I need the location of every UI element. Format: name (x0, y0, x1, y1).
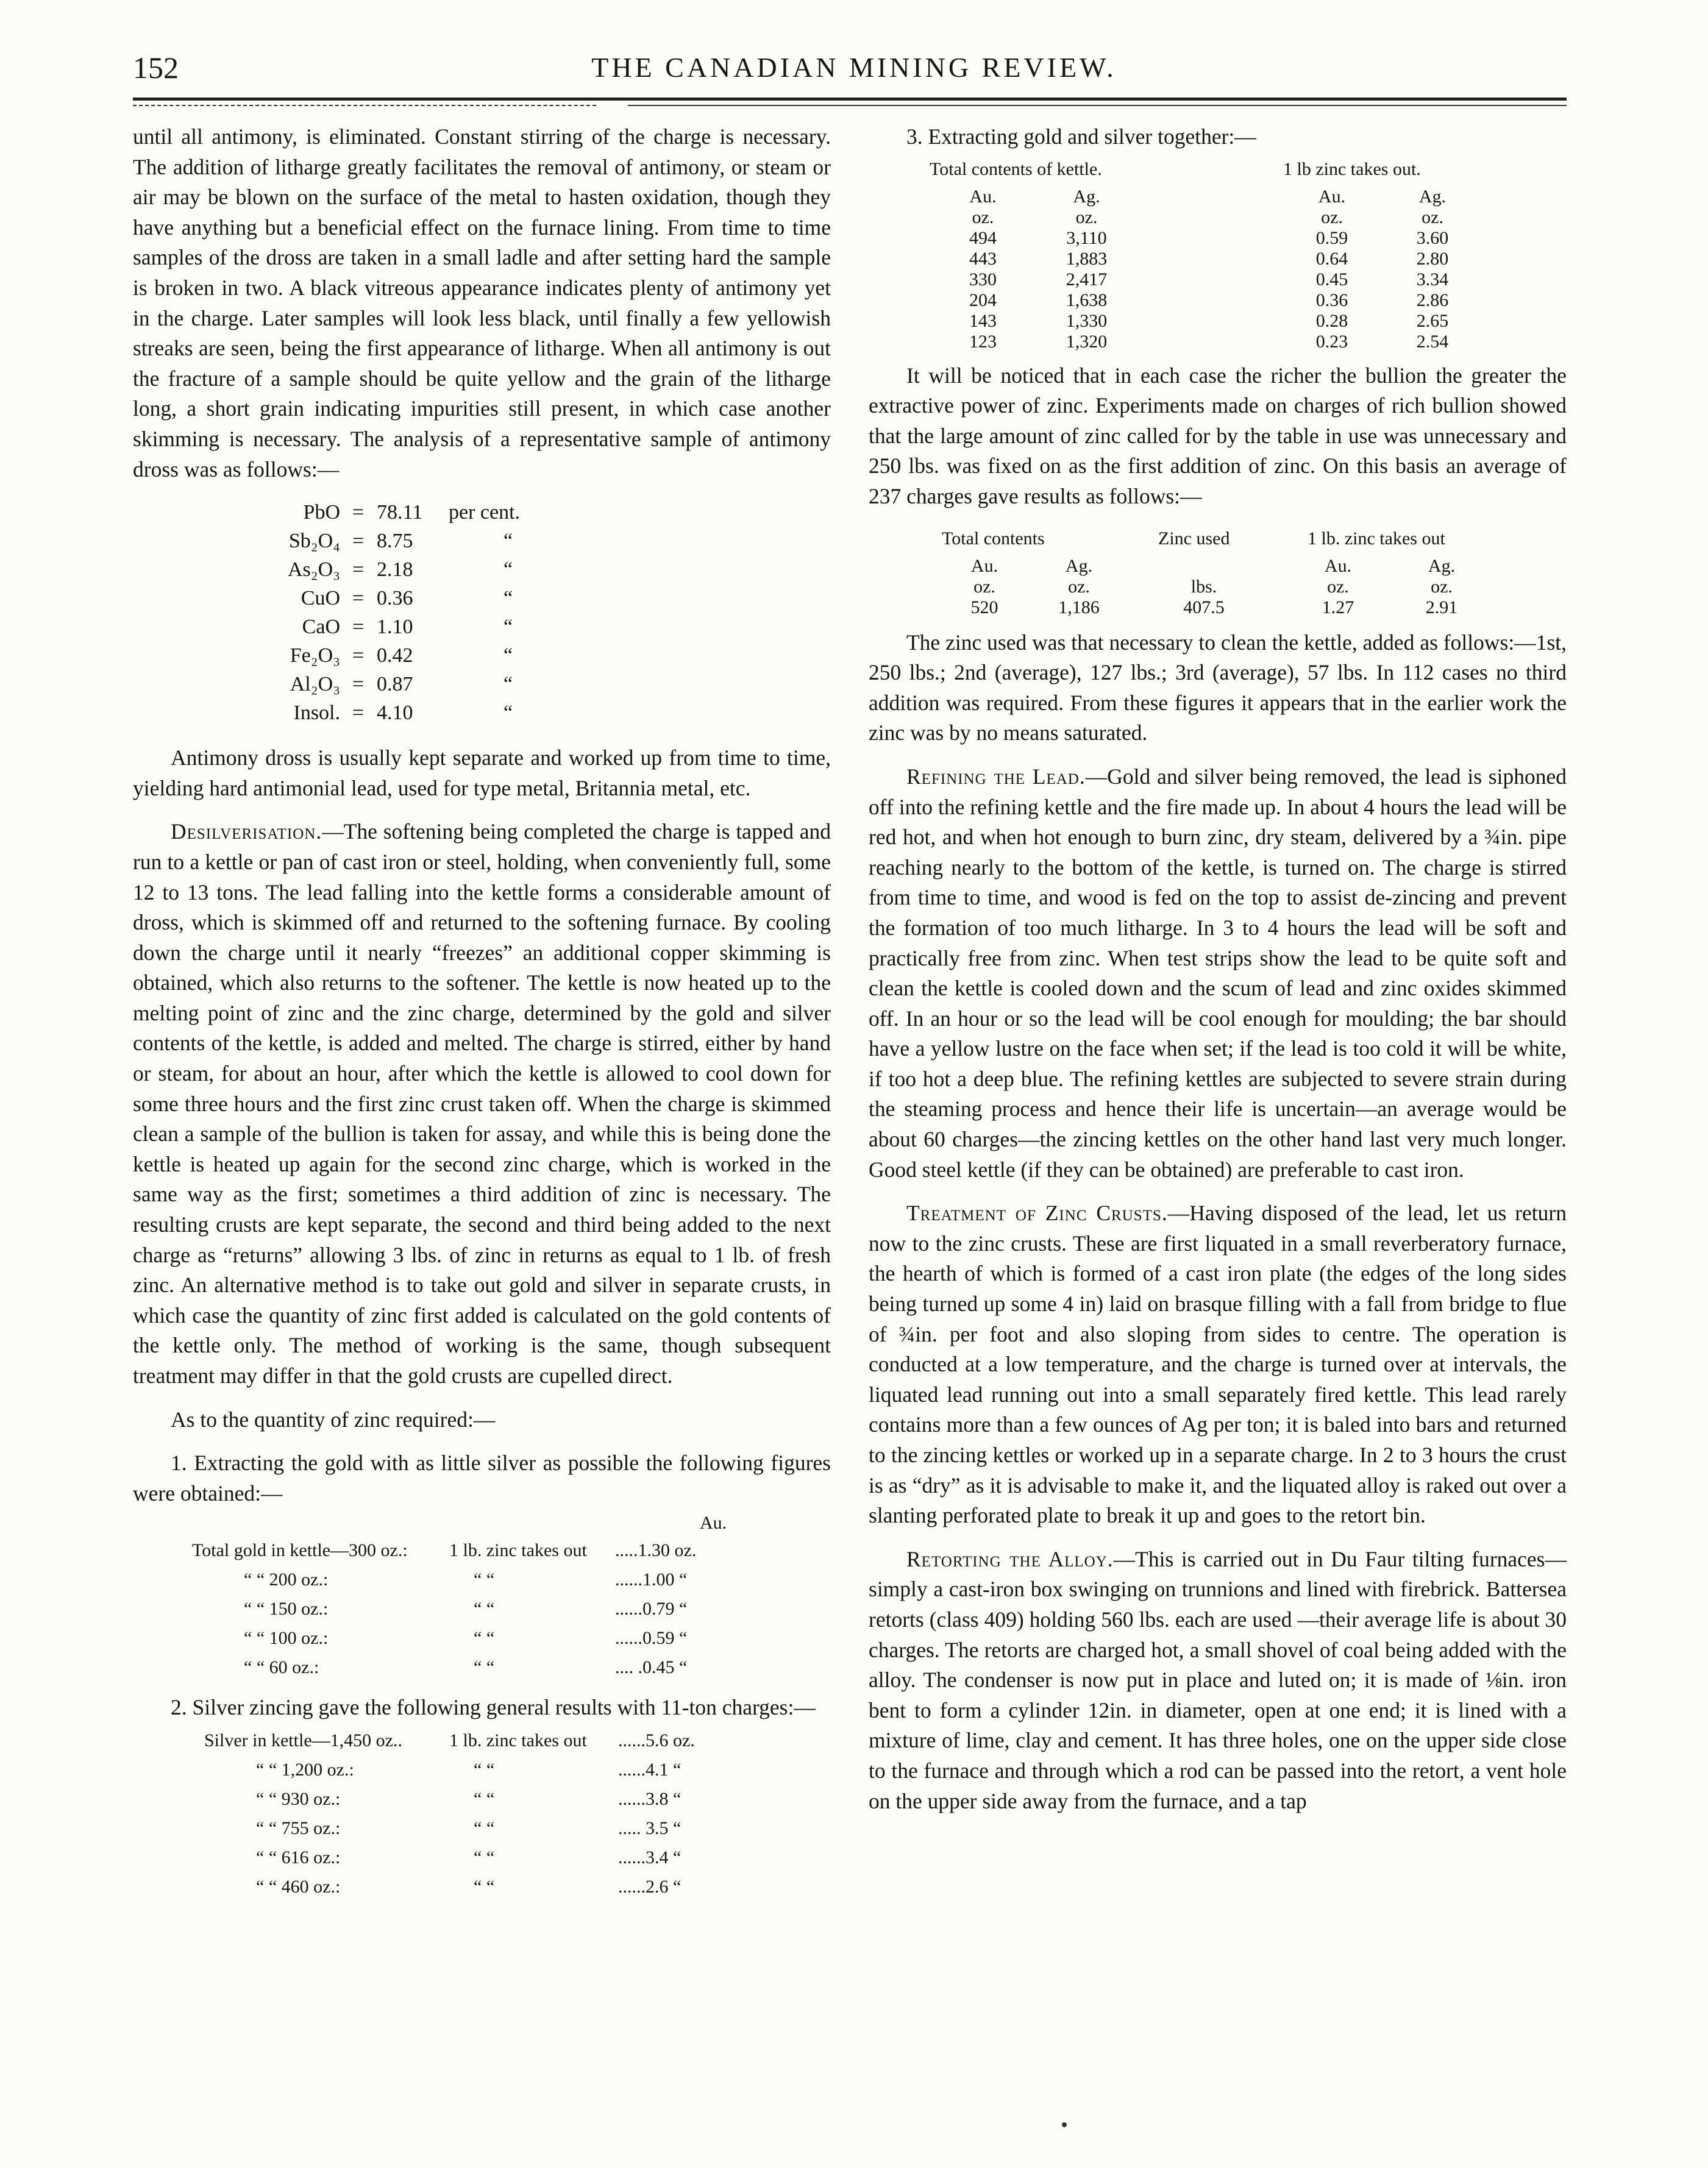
table-row (204, 1756, 695, 1784)
formula: As₂O₃ (287, 558, 340, 581)
right-column (869, 122, 1567, 1830)
paragraph-text: —This is carried out in Du Faur tilting furnaces—simply a cast-iron box swinging on trunnions and lined with firebrick. Battersea retorts (class 409) holding 560 lbs. each are used —their average life is about 30 charges. The retorts are charged hot, a small shovel of coal being added with the alloy. The condenser is now put in place and luted on; it is made of ⅛in. iron bent to form a cylinder 12in. in diameter, open at one end; it is lined with a mixture of lime, clay and cement. It has three holes, one on the upper side close to the furnace and through which a rod can be passed into the retort, a vent hole on the upper side away from the furnace, and a tap (869, 1546, 1567, 1813)
table-cell: 2.65 (1416, 310, 1449, 331)
formula: Sb₂O₄ (288, 530, 340, 553)
table-header (869, 525, 1567, 552)
table-cell: 1.27 (1322, 597, 1354, 617)
gold-table (133, 1511, 831, 1683)
column-header: Au. (969, 186, 997, 207)
table-cell: “ “ 200 oz.: (244, 1569, 329, 1590)
value: 8.75 (377, 530, 413, 553)
table-cell: 3,110 (1066, 227, 1107, 248)
paragraph-text: —The softening being completed the charge is tapped and run to a kettle or pan of cast iron or steel, holding, when conveniently full, some 12 to 13 tons. The lead falling into the kettle forms a considerable amount of dross, which is skimmed off and returned to the softening furnace. By cooling down the charge until it nearly “freezes” an additional copper skimming is obtained, which also returns to the softener. The kettle is now heated up to the melting point of zinc and the zinc charge, determined by the gold and silver contents of the kettle, is added and melted. The charge is stirred, either by hand or steam, for about an hour, after which the kettle is allowed to cool down for some three hours and the first zinc crust taken off. When the charge is skimmed clean a sample of the bullion is taken for assay, and while this is being done the kettle is heated up again for the second zinc charge, which is worked in the same way as the first; sometimes a third addition of zinc is necessary. The resulting crusts are kept separate, the second and third being added to the next charge as “returns” allowing 3 lbs. of zinc in returns as equal to 1 lb. of fresh zinc. An alternative method is to take out gold and silver in separate crusts, in which case the quantity of zinc first added is calculated on the gold contents of the kettle only. The method of working is the same, though subsequent treatment may differ in that the gold crusts are cupelled direct. (133, 819, 831, 1388)
table-cell: 443 (969, 248, 997, 269)
table-row (204, 1873, 695, 1901)
table-cell: “ “ (474, 1657, 495, 1678)
table-row (192, 1595, 696, 1623)
table-cell: “ “ (474, 1818, 495, 1838)
table-cell: “ “ 930 oz.: (256, 1788, 341, 1809)
table-row (933, 228, 1487, 249)
section-heading: Desilverisation. (171, 819, 322, 844)
table-gold-silver-together (869, 156, 1567, 352)
analysis-row (133, 498, 831, 527)
column-header: Au. (970, 555, 998, 576)
paragraph: The zinc used was that necessary to clean the kettle, added as follows:—1st, 250 lbs.; 2nd (average), 127 lbs.; 3rd (average), 57 lbs. In 112 cases no third addition was required. From these figures it appears that in the earlier work the zinc was by no means saturated. (869, 630, 1567, 745)
column-group-header: Total contents (942, 528, 1045, 549)
table-cell: ......0.79 “ (615, 1599, 688, 1619)
silver-table (133, 1726, 831, 1902)
column-header: Ag. (1065, 555, 1093, 576)
table-cell: ......0.59 “ (615, 1628, 688, 1649)
formula: Al₂O₃ (290, 673, 340, 696)
unit: “ (504, 616, 513, 639)
table-cell: ......1.00 “ (615, 1569, 688, 1590)
header-rule (133, 98, 1567, 101)
column-header: Ag. (1073, 186, 1100, 207)
formula: Insol. (293, 702, 340, 725)
table-cell: .... .0.45 “ (615, 1657, 688, 1678)
table-row (192, 1566, 696, 1594)
table-row (204, 1727, 695, 1755)
journal-title: THE CANADIAN MINING REVIEW. (591, 52, 1117, 83)
equals-sign: = (352, 530, 365, 553)
gold-rows (191, 1535, 697, 1683)
table-cell: 1,638 (1066, 290, 1108, 310)
paragraph: 1. Extracting the gold with as little silver as possible the following figures were obtained:— (133, 1451, 831, 1505)
gold-table-head: Au. (700, 1513, 727, 1534)
column-header: Ag. (1428, 555, 1456, 576)
column-group-header: 1 lb zinc takes out. (1283, 158, 1421, 179)
equals-sign: = (352, 501, 365, 524)
table-cell: ..... 3.5 “ (618, 1818, 681, 1838)
table-cell: 520 (970, 597, 998, 617)
table-cell: “ “ 100 oz.: (244, 1628, 329, 1649)
value: 2.18 (377, 558, 413, 581)
table-cell: “ “ (474, 1599, 495, 1619)
table-cell: 2.91 (1425, 597, 1458, 617)
unit: “ (504, 530, 513, 553)
table-body (939, 556, 1487, 618)
table-row (192, 1654, 696, 1682)
paragraph: As to the quantity of zinc required:— (171, 1407, 496, 1432)
analysis-row (133, 698, 831, 727)
table-cell: 494 (969, 227, 997, 248)
paragraph: until all antimony, is eliminated. Constant stirring of the charge is necessary. The addition of litharge greatly facilitates the removal of antimony, or steam or air may be blown on the surface of the metal to hasten oxidation, though they have anything but a beneficial effect on the furnace lining. From time to time samples of the dross are taken in a small ladle and after setting hard the sample is broken in two. A black vitreous appearance indicates plenty of antimony yet in the charge. Later samples will look less black, until finally a few yellowish streaks are seen, being the first appearance of litharge. When all antimony is out the fracture of a sample should be quite yellow and the grain of the litharge long, a short grain indicating impurities still present, in which case another skimming is necessary. The analysis of a representative sample of antimony dross was as follows:— (133, 124, 831, 482)
table-row (933, 249, 1487, 269)
table-cell: 2.54 (1416, 331, 1449, 352)
section-heading: Refining the Lead. (906, 764, 1086, 789)
table-cell: ......5.6 oz. (618, 1730, 695, 1750)
analysis-row (133, 613, 831, 641)
paragraph (869, 762, 1567, 1185)
table-cell: 143 (969, 310, 997, 331)
table-cell: 3.34 (1416, 269, 1449, 290)
analysis-row (133, 555, 831, 584)
column-header: Au. (1324, 555, 1352, 576)
page-dot (1062, 2122, 1067, 2127)
table-cell: 204 (969, 290, 997, 310)
unit: “ (504, 587, 513, 610)
table-cell: “ “ 150 oz.: (244, 1599, 329, 1619)
value: 1.10 (377, 616, 413, 639)
unit-cell: oz. (1431, 576, 1453, 597)
table-cell: 2,417 (1066, 269, 1108, 290)
paragraph-text: —Gold and silver being removed, the lead is siphoned off into the refining kettle and the fire made up. In about 4 hours the lead will be red hot, and when hot enough to burn zinc, dry steam, delivered by a ¾in. pipe reaching nearly to the bottom of the kettle, is turned on. The charge is stirred from time to time, and wood is fed on the top to assist de-zincing and prevent the formation of too much litharge. In 3 to 4 hours the lead will be soft and practically free from zinc. When test strips show the lead to be quite soft and clean the kettle is cooled down and the scum of lead and zinc oxides skimmed off. In an hour or so the lead will be cool enough for moulding; the bar should have a yellow lustre on the face when set; if the lead is too cold it will be white, if too hot a deep blue. The refining kettles are subjected to severe strain during the steaming process and hence their life is uncertain—an average would be about 60 charges—the zincing kettles on the other hand last very much longer. Good steel kettle (if they can be obtained) are preferable to cast iron. (869, 764, 1567, 1182)
table-cell: ......4.1 “ (618, 1759, 681, 1780)
table-cell: Total gold in kettle—300 oz.: (192, 1540, 408, 1561)
section-heading: Treatment of Zinc Crusts. (906, 1201, 1168, 1226)
table-cell: 0.45 (1315, 269, 1348, 290)
value: 0.87 (377, 673, 413, 696)
table-cell: “ “ 60 oz.: (244, 1657, 319, 1678)
table-cell: 2.86 (1416, 290, 1449, 310)
table-row (939, 597, 1487, 618)
column-header (1128, 556, 1280, 577)
table-cell: 2.80 (1416, 248, 1449, 269)
table-cell: “ “ (474, 1759, 495, 1780)
formula: CaO (302, 616, 340, 639)
value: 0.36 (377, 587, 413, 610)
equals-sign: = (352, 673, 365, 696)
table-row (204, 1814, 695, 1843)
table-cell: 0.59 (1315, 227, 1348, 248)
table-cell: 1 lb. zinc takes out (449, 1540, 587, 1561)
unit: per cent. (449, 501, 521, 524)
unit-cell: oz. (972, 207, 994, 227)
unit: “ (504, 644, 513, 667)
analysis-row (133, 584, 831, 613)
table-cell: 0.36 (1315, 290, 1348, 310)
unit-cell: oz. (1327, 576, 1349, 597)
column-header: Au. (1318, 186, 1346, 207)
table-cell: “ “ 1,200 oz.: (256, 1759, 354, 1780)
table-cell: ......3.4 “ (618, 1847, 681, 1868)
analysis-row (133, 670, 831, 698)
unit-cell: lbs. (1190, 576, 1217, 597)
unit-cell: oz. (1422, 207, 1443, 227)
table-cell: “ “ 460 oz.: (256, 1876, 341, 1897)
header-rule-thin (628, 105, 1567, 106)
table-cell: ......2.6 “ (618, 1876, 681, 1897)
column-group-header: Total contents of kettle. (930, 158, 1102, 179)
table-cell: ......3.8 “ (618, 1788, 681, 1809)
header-rule-thin-left (133, 105, 596, 106)
equals-sign: = (352, 587, 365, 610)
column-header: Ag. (1418, 186, 1446, 207)
table-row (192, 1537, 696, 1565)
table-header (869, 156, 1567, 183)
paragraph: 2. Silver zincing gave the following general results with 11-ton charges:— (171, 1695, 816, 1720)
table-cell: 407.5 (1183, 597, 1225, 617)
table-cell: “ “ 616 oz.: (256, 1847, 341, 1868)
table-row (933, 311, 1487, 332)
table-cell: 0.23 (1315, 331, 1348, 352)
table-cell: “ “ (474, 1628, 495, 1649)
value: 4.10 (377, 702, 413, 725)
unit: “ (504, 558, 513, 581)
silver-rows (203, 1726, 696, 1902)
table-cell: “ “ (474, 1847, 495, 1868)
unit: “ (504, 702, 513, 725)
column-group-header: Zinc used (1158, 528, 1230, 549)
column-group-header: 1 lb. zinc takes out (1308, 528, 1445, 549)
table-row (933, 290, 1487, 311)
equals-sign: = (352, 702, 365, 725)
formula: CuO (301, 587, 340, 610)
table-cell: .....1.30 oz. (615, 1540, 697, 1561)
table-cell: “ “ (474, 1569, 495, 1590)
table-row (939, 556, 1487, 577)
paragraph: Antimony dross is usually kept separate and worked up from time to time, yielding hard antimonial lead, used for type metal, Britannia metal, etc. (133, 745, 831, 800)
formula: Fe₂O₃ (290, 644, 340, 667)
unit-cell: oz. (1075, 207, 1098, 227)
table-cell: “ “ 755 oz.: (256, 1818, 341, 1838)
table-row (939, 577, 1487, 597)
table-row (933, 269, 1487, 290)
table-cell: 1,320 (1066, 331, 1108, 352)
table-cell: 0.28 (1315, 310, 1348, 331)
equals-sign: = (352, 644, 365, 667)
table-cell: Silver in kettle—1,450 oz.. (204, 1730, 402, 1750)
table-cell: 1,883 (1066, 248, 1108, 269)
table-average-results (869, 525, 1567, 618)
table-cell: 0.64 (1315, 248, 1348, 269)
page-header (0, 43, 1708, 98)
paragraph (869, 1198, 1567, 1531)
paragraph (869, 1544, 1567, 1816)
unit-cell: oz. (973, 576, 995, 597)
unit-cell: oz. (1068, 576, 1090, 597)
table-row (933, 332, 1487, 352)
paragraph (133, 817, 831, 1391)
analysis-row (133, 527, 831, 555)
table-body (933, 187, 1487, 352)
table-row (192, 1624, 696, 1652)
unit-cell: oz. (1321, 207, 1343, 227)
paragraph: It will be noticed that in each case the richer the bullion the greater the extractive power of zinc. Experiments made on charges of rich bullion showed that the large amount of zinc called for by the table in use was unnecessary and 250 lbs. was fixed on as the first addition of zinc. On this basis an average of 237 charges gave results as follows:— (869, 363, 1567, 508)
unit: “ (504, 673, 513, 696)
table-row (933, 207, 1487, 228)
table-row (933, 187, 1487, 207)
table-row (204, 1844, 695, 1872)
value: 0.42 (377, 644, 413, 667)
table-cell: 1,186 (1058, 597, 1100, 617)
table-cell: 330 (969, 269, 997, 290)
dross-analysis (133, 498, 831, 727)
left-column (133, 122, 831, 1902)
table-cell: 123 (969, 331, 997, 352)
table-cell: 3.60 (1416, 227, 1449, 248)
formula: PbO (303, 501, 340, 524)
table-cell: 1,330 (1066, 310, 1108, 331)
table-cell: 1 lb. zinc takes out (449, 1730, 587, 1750)
equals-sign: = (352, 616, 365, 639)
paragraph-text: —Having disposed of the lead, let us return now to the zinc crusts. These are first liquated in a small reverberatory furnace, the hearth of which is formed of a cast iron plate (the edges of the long sides being turned up some 4 in) laid on brasque filling with a fall from bridge to flue of ¾in. per foot and also sloping from sides to centre. The operation is conducted at a low temperature, and the charge is turned over at intervals, the liquated lead running out into a small separately fired kettle. This lead rarely contains more than a few ounces of Ag per ton; it is baled into bars and returned to the zincing kettles or worked up in a separate charge. In 2 to 3 hours the crust is as “dry” as it is advisable to make it, and the liquated alloy is raked out over a slanting perforated plate to break it up and goes to the retort bin. (869, 1201, 1567, 1528)
value: 78.11 (377, 501, 423, 524)
table-row (204, 1785, 695, 1813)
table-cell: “ “ (474, 1876, 495, 1897)
section-heading: Retorting the Alloy. (906, 1546, 1114, 1571)
paragraph: 3. Extracting gold and silver together:— (906, 124, 1256, 149)
equals-sign: = (352, 558, 365, 581)
table-cell: “ “ (474, 1788, 495, 1809)
page-number: 152 (133, 51, 179, 85)
analysis-row (133, 641, 831, 670)
